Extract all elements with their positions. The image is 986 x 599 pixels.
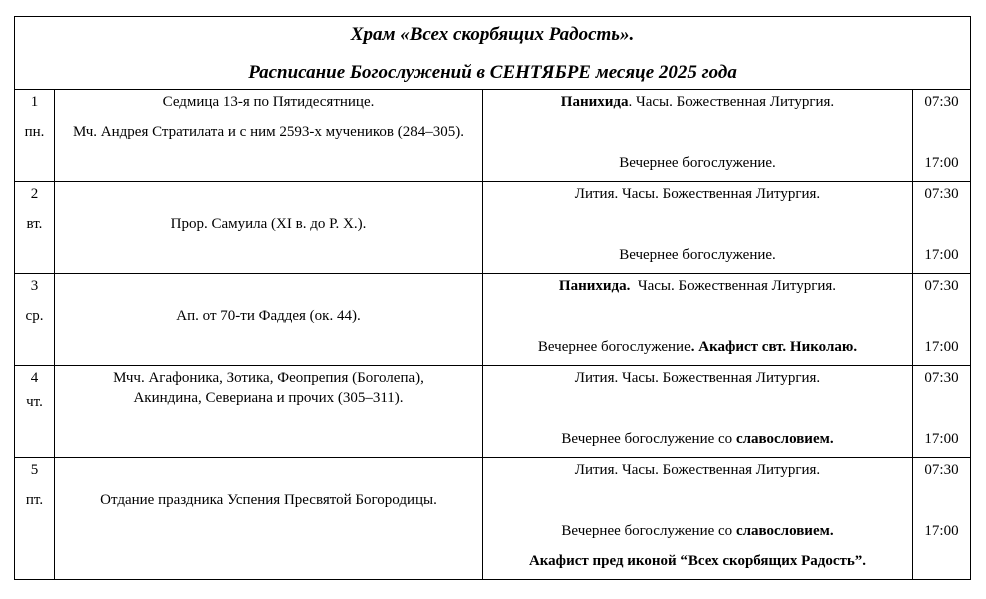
evening-time: 17:00	[924, 431, 959, 447]
header-row	[15, 17, 971, 90]
evening-time: 17:00	[924, 155, 959, 171]
evening-service-text: Вечернее богослужение со	[561, 431, 736, 447]
table-row	[15, 458, 971, 580]
day-cell	[15, 90, 55, 182]
day-number: 5	[30, 462, 39, 478]
time-cell	[913, 274, 971, 366]
morning-service-bold: Панихида	[560, 94, 629, 110]
evening-service: Вечернее богослужение.	[619, 247, 776, 263]
weekday: пн.	[24, 124, 45, 140]
morning-service-bold: Панихида.	[558, 278, 631, 294]
morning-service: Лития. Часы. Божественная Литургия.	[574, 462, 821, 478]
commemoration-saint: Отдание праздника Успения Пресвятой Богородицы.	[100, 492, 437, 508]
time-cell	[913, 182, 971, 274]
church-name: Храм «Всех скорбящих Радость».	[350, 24, 635, 45]
morning-service	[483, 276, 912, 296]
evening-time: 17:00	[924, 523, 959, 539]
time-cell	[913, 366, 971, 458]
commemoration-saint: Ап. от 70-ти Фаддея (ок. 44).	[176, 308, 361, 324]
evening-service-bold: славословием.	[735, 523, 834, 539]
weekday: ср.	[25, 308, 44, 324]
commemoration-week: Седмица 13-я по Пятидесятнице.	[162, 94, 375, 110]
table-row	[15, 90, 971, 182]
evening-service-bold: . Акафист свт. Николаю.	[690, 339, 858, 355]
morning-time: 07:30	[924, 370, 959, 386]
commemoration-cell	[55, 458, 483, 580]
morning-service-text: Часы. Божественная Литургия.	[630, 278, 837, 294]
day-number: 1	[30, 94, 39, 110]
service-cell	[483, 274, 913, 366]
service-cell	[483, 182, 913, 274]
table-row	[15, 182, 971, 274]
day-cell	[15, 366, 55, 458]
weekday: чт.	[26, 394, 43, 410]
commemoration-cell	[55, 366, 483, 458]
table-row	[15, 366, 971, 458]
commemoration-saint: Мч. Андрея Стратилата и с ним 2593-х мучеников (284–305).	[73, 124, 464, 140]
day-cell	[15, 458, 55, 580]
commemoration-saint: Прор. Самуила (XI в. до Р. Х.).	[170, 216, 367, 232]
day-number: 4	[30, 370, 39, 386]
schedule-title	[15, 17, 971, 90]
commemoration-saint: Мчч. Агафоника, Зотика, Феопрепия (Боголепа), Акиндина, Севериана и прочих (305–311).	[113, 370, 424, 406]
commemoration-cell	[55, 182, 483, 274]
morning-time: 07:30	[924, 462, 959, 478]
morning-service: Лития. Часы. Божественная Литургия.	[574, 186, 821, 202]
evening-service	[483, 521, 912, 541]
evening-service-text: Вечернее богослужение со	[561, 523, 736, 539]
morning-service: Лития. Часы. Божественная Литургия.	[574, 370, 821, 386]
schedule-heading: Расписание Богослужений в СЕНТЯБРЕ месяце 2025 года	[248, 62, 737, 83]
evening-service-text: Вечернее богослужение	[537, 339, 691, 355]
day-number: 3	[30, 278, 39, 294]
evening-service	[483, 337, 912, 357]
akathist-note: Акафист пред иконой “Всех скорбящих Радость”.	[528, 553, 867, 569]
commemoration-cell	[55, 90, 483, 182]
evening-time: 17:00	[924, 247, 959, 263]
day-number: 2	[30, 186, 39, 202]
schedule-table	[14, 16, 971, 580]
service-cell	[483, 458, 913, 580]
weekday: вт.	[26, 216, 43, 232]
time-cell	[913, 90, 971, 182]
morning-time: 07:30	[924, 186, 959, 202]
evening-time: 17:00	[924, 339, 959, 355]
morning-service	[483, 92, 912, 112]
morning-time: 07:30	[924, 94, 959, 110]
service-cell	[483, 90, 913, 182]
weekday: пт.	[25, 492, 44, 508]
schedule-sheet	[14, 16, 970, 580]
morning-time: 07:30	[924, 278, 959, 294]
service-cell	[483, 366, 913, 458]
time-cell	[913, 458, 971, 580]
evening-service	[483, 153, 912, 173]
commemoration-cell	[55, 274, 483, 366]
day-cell	[15, 274, 55, 366]
morning-service-text: . Часы. Божественная Литургия.	[628, 94, 835, 110]
day-cell	[15, 182, 55, 274]
evening-service-bold: славословием.	[735, 431, 834, 447]
evening-service	[483, 429, 912, 449]
evening-service-text: Вечернее богослужение.	[619, 155, 776, 171]
table-row	[15, 274, 971, 366]
